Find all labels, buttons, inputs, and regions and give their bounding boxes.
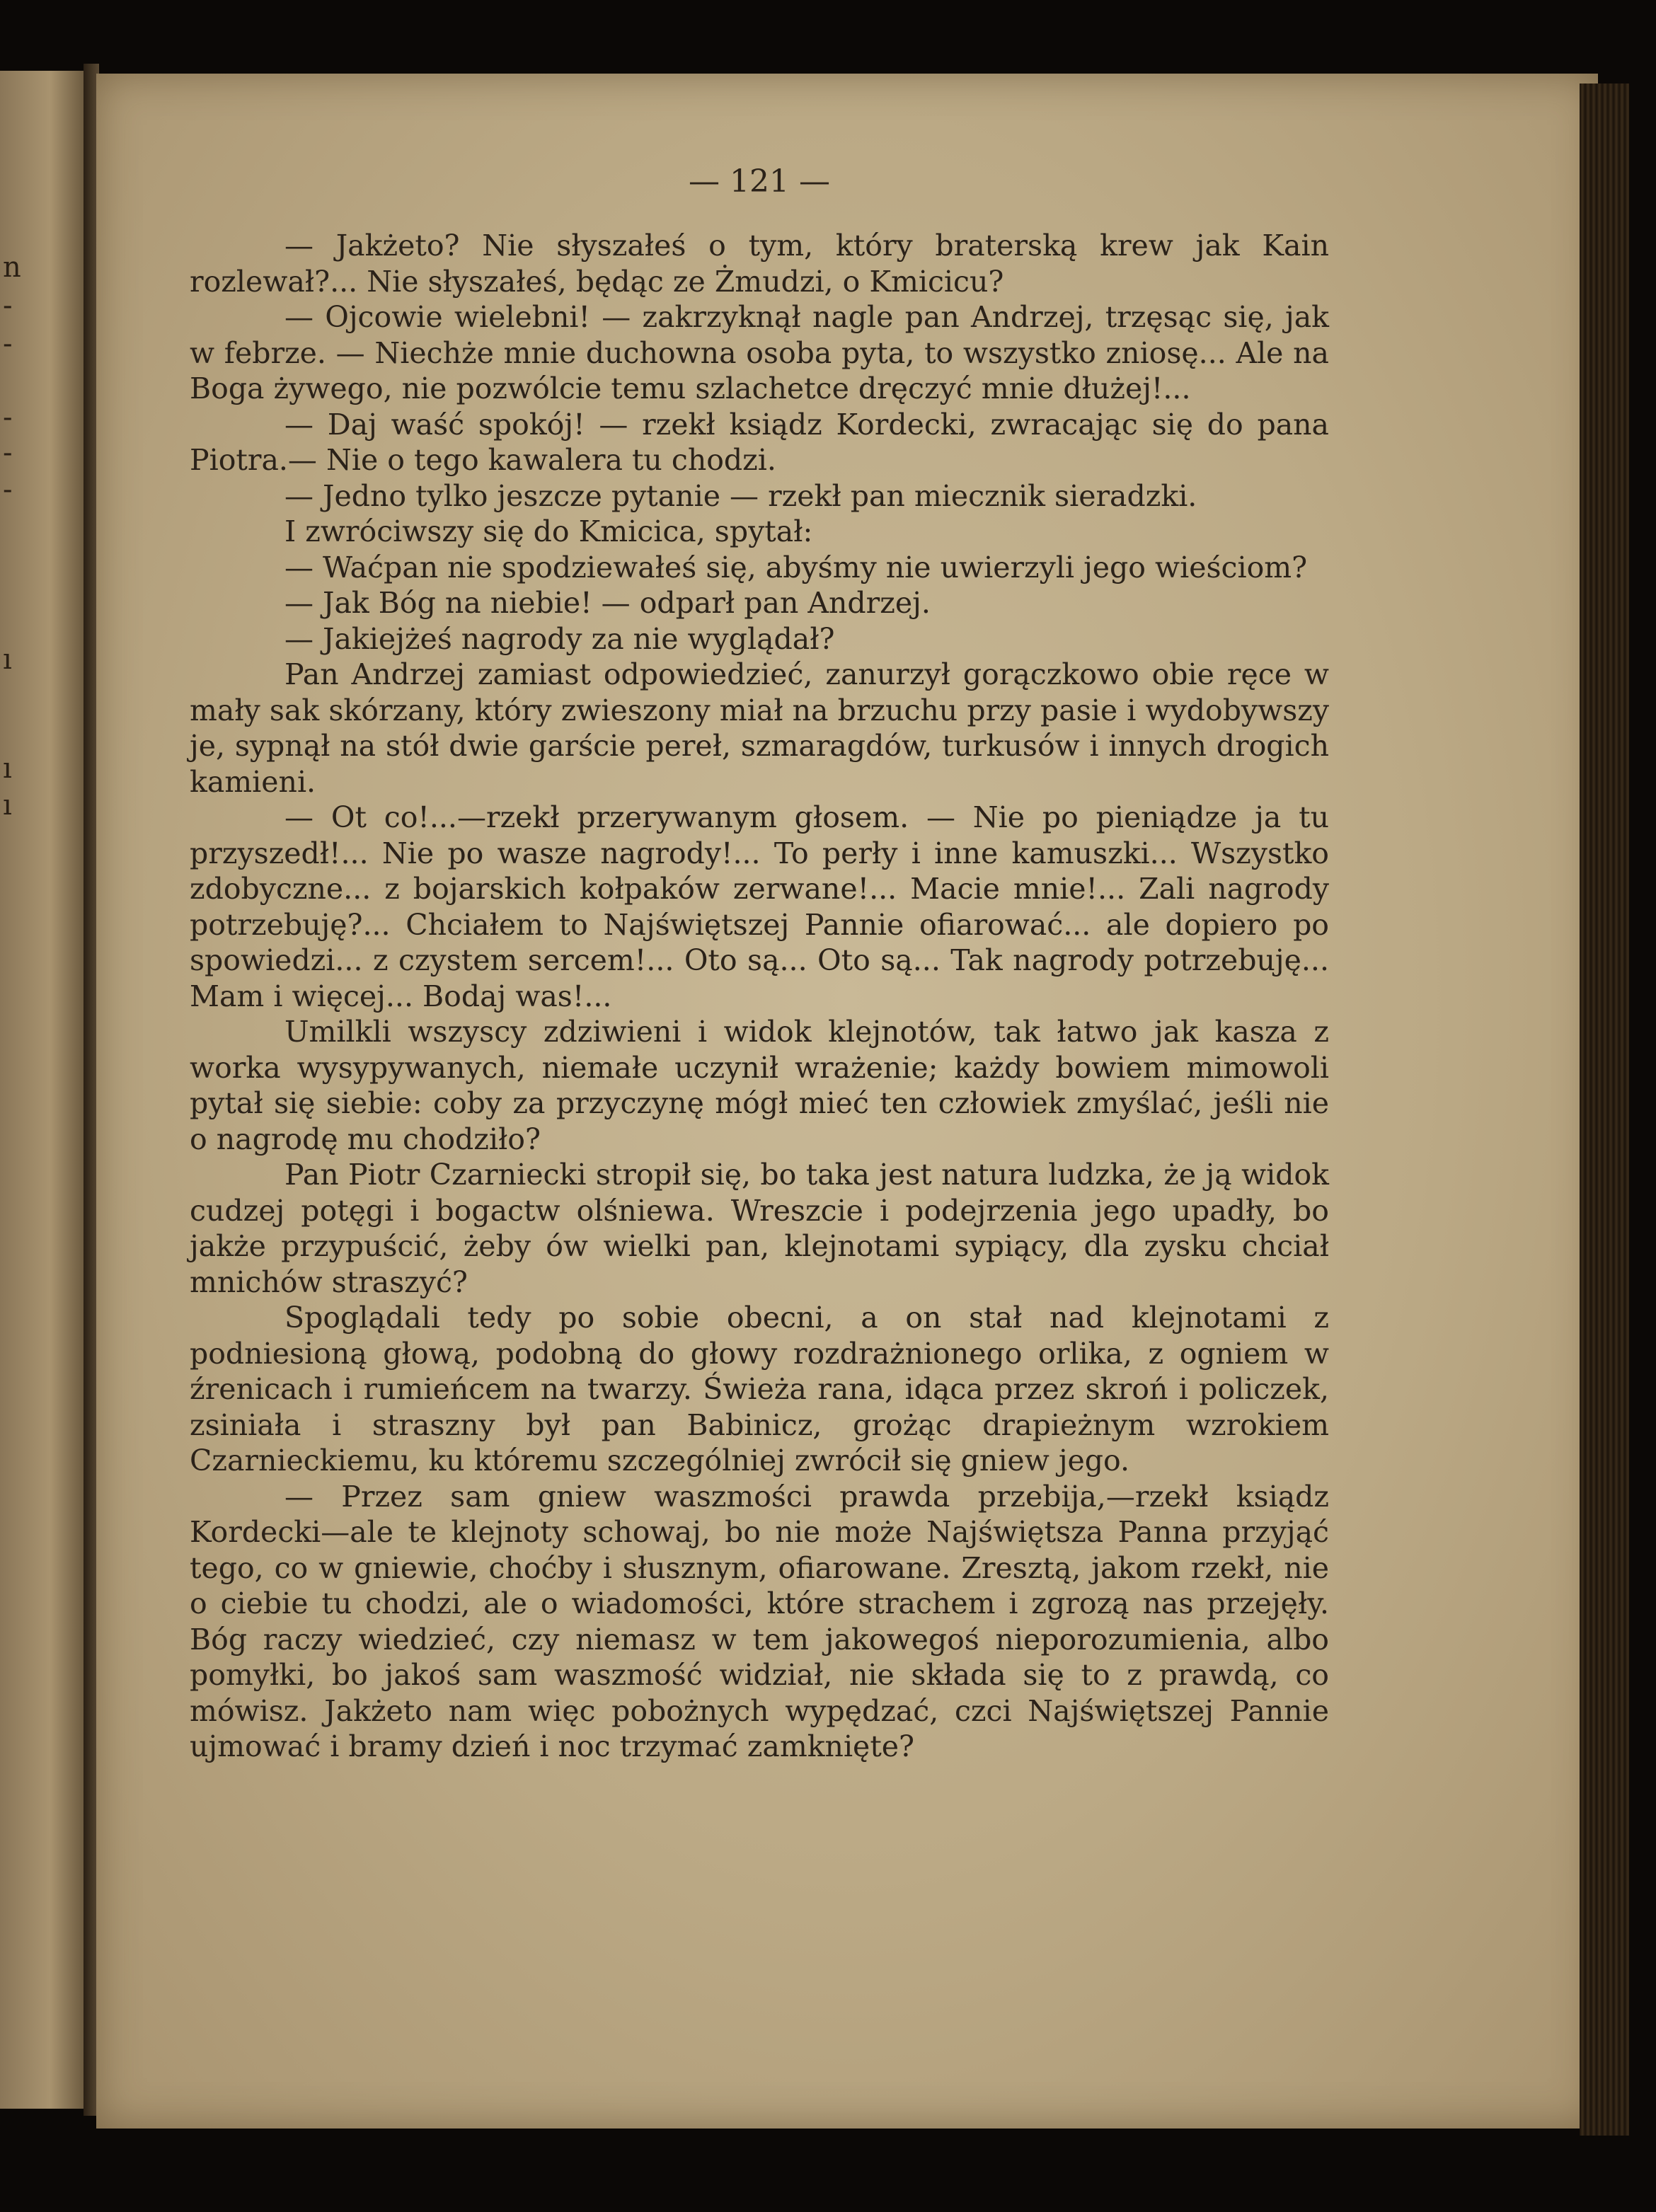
paragraph: — Ot co!...—rzekł przerywanym głosem. — Nie po pieniądze ja tu przyszedł!... Nie po wasze nagrody!... To perły i inne kamuszki... Wszystko zdobyczne... z bojarskich kołpaków zerwane!... Macie mnie!... Zali nagrody potrzebuję?... Chciałem to Najświętszej Pannie ofiarować... ale dopiero po spowiedzi... z czystem sercem!... Oto są... Oto są... Tak nagrody potrzebuję... Mam i więcej... Bodaj was!...	[190, 800, 1329, 1013]
page-text	[190, 164, 1329, 1765]
paragraph: — Ojcowie wielebni! — zakrzyknął nagle pan Andrzej, trzęsąc się, jak w febrze. — Niechże mnie duchowna osoba pyta, to wszystko zniosę... Ale na Boga żywego, nie pozwólcie temu szlachetce dręczyć mnie dłużej!...	[190, 300, 1329, 405]
paragraph: — Waćpan nie spodziewałeś się, abyśmy nie uwierzyli jego wieściom?	[284, 550, 1308, 584]
left-page-fragment: -	[3, 289, 13, 322]
paragraph: — Jak Bóg na niebie! — odparł pan Andrzej.	[284, 586, 931, 620]
paragraph: — Daj waść spokój! — rzekł ksiądz Kordecki, zwracając się do pana Piotra.— Nie o tego kawalera tu chodzi.	[190, 407, 1329, 477]
paragraph: — Jakiejżeś nagrody za nie wyglądał?	[284, 621, 835, 656]
paragraph: — Przez sam gniew waszmości prawda przebija,—rzekł ksiądz Kordecki—ale te klejnoty schowaj, bo nie może Najświętsza Panna przyjąć tego, co w gniewie, choćby i słusznym, ofiarowane. Zresztą, jakom rzekł, nie o ciebie tu chodzi, ale o wiadomości, które strachem i zgrozą nas przejęły. Bóg raczy wiedzieć, czy niemasz w tem jakowegoś nieporozumienia, albo pomyłki, bo jakoś sam waszmość widział, nie składa się to z prawdą, co mówisz. Jakżeto nam więc pobożnych wypędzać, czci Najświętszej Pannie ujmować i bramy dzień i noc trzymać zamknięte?	[190, 1479, 1329, 1763]
paragraph: — Jakżeto? Nie słyszałeś o tym, który braterską krew jak Kain rozlewał?... Nie słyszałeś, będąc ze Żmudzi, o Kmicicu?	[190, 229, 1329, 299]
book-edge	[1580, 83, 1629, 2136]
left-page-fragment: ı	[3, 789, 12, 822]
left-page-fragment: -	[3, 401, 13, 434]
paragraph: Pan Piotr Czarniecki stropił się, bo taka jest natura ludzka, że ją widok cudzej potęgi i bogactw olśniewa. Wreszcie i podejrzenia jego upadły, bo jakże przypuścić, żeby ów wielki pan, klejnotami sypiący, dla zysku chciał mnichów straszyć?	[190, 1158, 1329, 1299]
paragraph: — Jedno tylko jeszcze pytanie — rzekł pan miecznik sieradzki.	[284, 478, 1197, 513]
page-number: — 121 —	[689, 163, 830, 200]
left-page-fragment: n	[3, 251, 21, 284]
paragraph: I zwróciwszy się do Kmicica, spytał:	[284, 514, 813, 548]
paragraph: Pan Andrzej zamiast odpowiedzieć, zanurzył gorączkowo obie ręce w mały sak skórzany, który zwieszony miał na brzuchu przy pasie i wydobywszy je, sypnął na stół dwie garście pereł, szmaragdów, turkusów i innych drogich kamieni.	[190, 657, 1329, 799]
paragraph: Umilkli wszyscy zdziwieni i widok klejnotów, tak łatwo jak kasza z worka wysypywanych, niemałe uczynił wrażenie; każdy bowiem mimowoli pytał się siebie: coby za przyczynę mógł mieć ten człowiek zmyślać, jeśli nie o nagrodę mu chodziło?	[190, 1015, 1329, 1156]
left-page-fragment: -	[3, 437, 13, 469]
left-page-fragment: -	[3, 473, 13, 506]
left-page-fragment: ı	[3, 752, 12, 785]
left-page-fragment: -	[3, 328, 13, 360]
left-page-edge	[0, 71, 84, 2109]
paragraph: Spoglądali tedy po sobie obecni, a on stał nad klejnotami z podniesioną głową, podobną do głowy rozdrażnionego orlika, z ogniem w źrenicach i rumieńcem na twarzy. Świeża rana, idąca przez skroń i policzek, zsiniała i straszny był pan Babinicz, grożąc drapieżnym wzrokiem Czarnieckiemu, ku któremu szczególniej zwrócił się gniew jego.	[190, 1301, 1329, 1477]
left-page-fragment: ı	[3, 643, 12, 676]
